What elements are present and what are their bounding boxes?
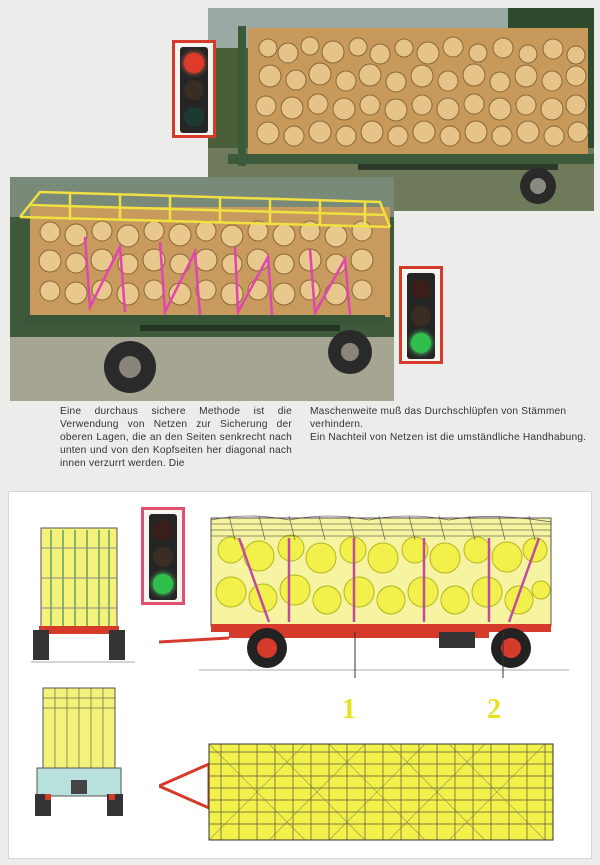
traffic-light-red — [172, 40, 216, 138]
traffic-light-green — [399, 266, 443, 364]
top-view-drawing — [159, 738, 579, 848]
amber-lamp-off-icon — [411, 306, 431, 326]
marker-number-1: 1 — [342, 694, 356, 725]
side-view-drawing — [159, 510, 579, 680]
red-lamp-off-icon — [411, 279, 431, 299]
green-lamp-off-icon — [184, 107, 204, 127]
traffic-light-housing — [407, 273, 435, 359]
red-lamp-on-icon — [184, 53, 204, 73]
technical-drawing-panel — [8, 491, 592, 859]
rear-view-drawing — [31, 682, 135, 822]
traffic-light-housing — [180, 47, 208, 133]
paragraph-left: Eine durchaus sichere Methode ist die Verwendung von Netzen zur Sicherung der oberen Lagen, die an den Seiten senkrecht nach unten und von den Kopfseiten her diagonal nach innen verzurrt werden. Die — [60, 406, 292, 469]
green-lamp-on-icon — [411, 333, 431, 353]
article-text-right — [310, 405, 592, 444]
paragraph-right-2: Ein Nachteil von Netzen ist die umständliche Handhabung. — [310, 432, 587, 443]
photo-logs-with-net — [10, 177, 394, 401]
amber-lamp-off-icon — [184, 80, 204, 100]
article-text-left — [60, 405, 292, 470]
front-view-drawing — [31, 518, 135, 668]
paragraph-right-1: Maschenweite muß das Durchschlüpfen von Stämmen verhindern. — [310, 406, 567, 430]
marker-number-2: 2 — [487, 694, 501, 725]
